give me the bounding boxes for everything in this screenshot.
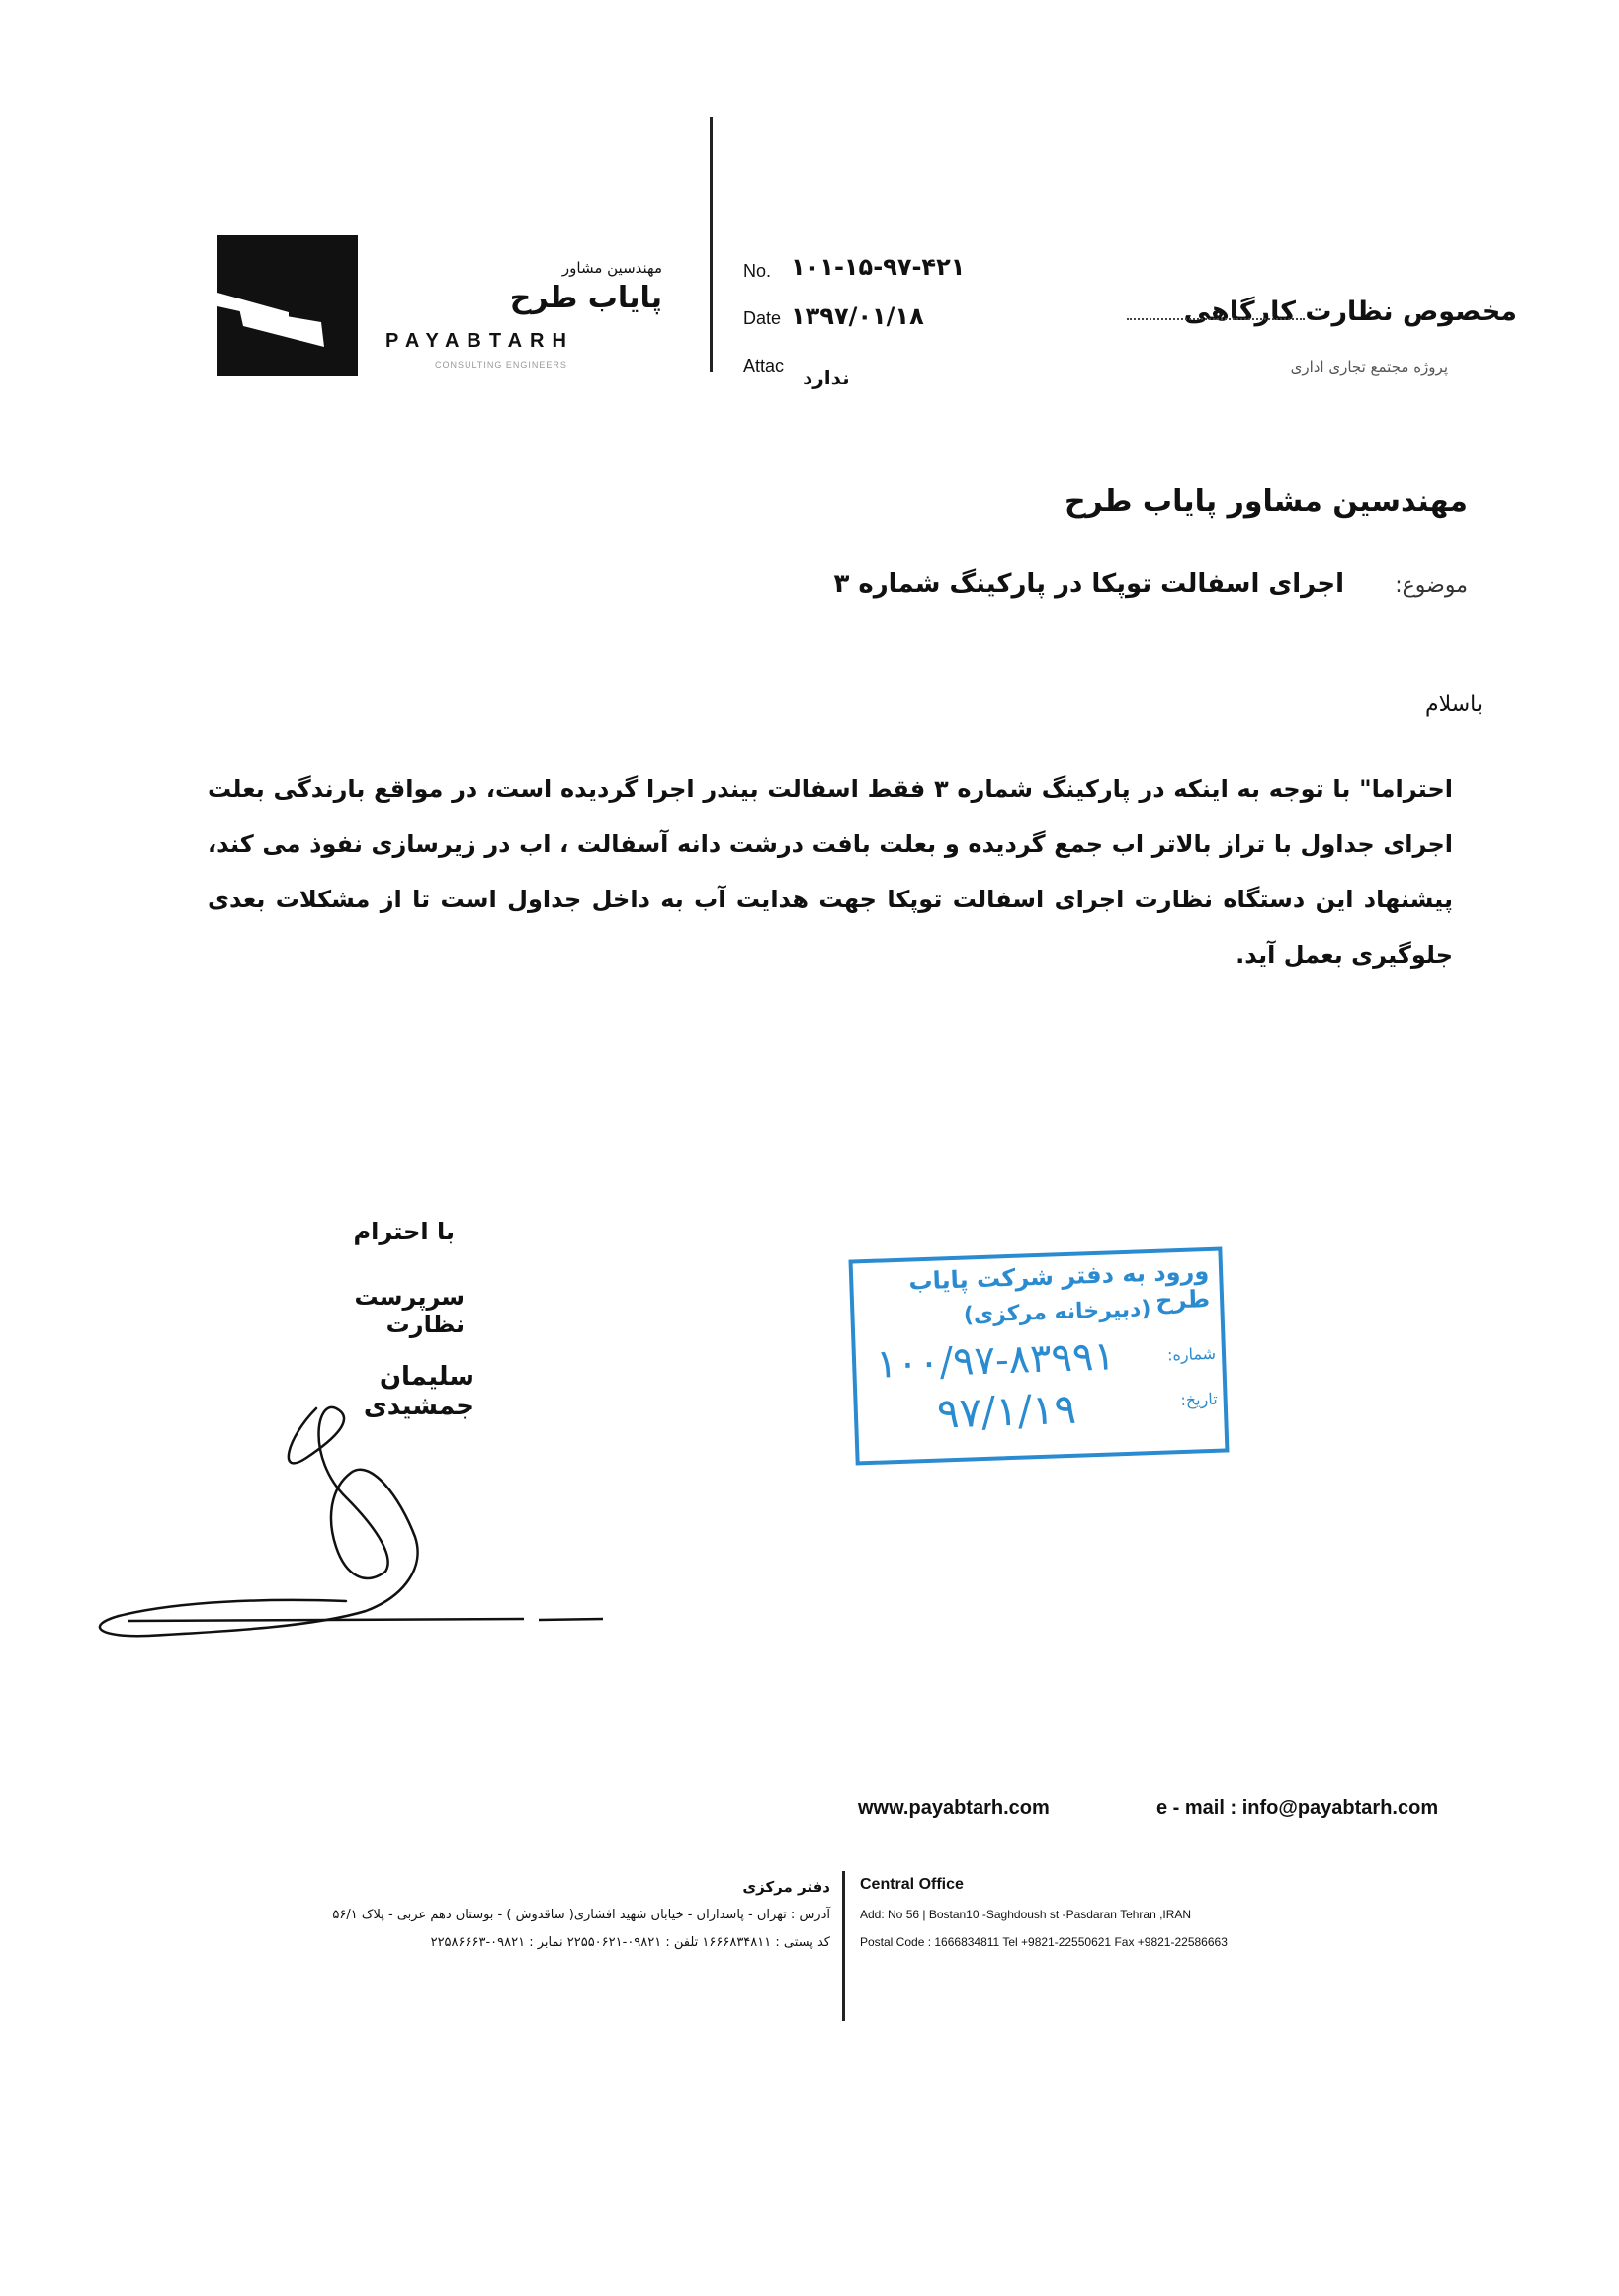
attachment-label: Attac: [743, 356, 785, 376]
office-fa-title: دفتر مرکزی: [742, 1878, 830, 1896]
receipt-stamp: [848, 1246, 1229, 1465]
letterhead-name-fa: پایاب طرح: [509, 281, 662, 315]
stamp-title: ورود به دفتر شرکت پایاب طرح: [908, 1256, 1211, 1315]
recipient: مهندسین مشاور پایاب طرح: [1064, 484, 1468, 519]
confidential-title: مخصوص نظارت کارگاهی: [1183, 297, 1517, 327]
project-line: پروژه مجتمع تجاری اداری: [1290, 358, 1448, 376]
office-en-title: Central Office: [860, 1876, 964, 1893]
stamp-date-value: ۹۷/۱/۱۹: [936, 1384, 1077, 1438]
stamp-number-label: شماره:: [1166, 1343, 1217, 1365]
subject-text: اجرای اسفالت توپکا در پارکینگ شماره ۳: [833, 569, 1344, 599]
header-divider: [710, 117, 713, 372]
letterhead-name-en: PAYABTARH: [385, 330, 574, 352]
date-label: Date: [743, 308, 782, 328]
subject-label: موضوع:: [1395, 573, 1468, 598]
date-value: ۱۳۹۷/۰۱/۱۸: [791, 302, 924, 330]
footer-email[interactable]: e - mail : info@payabtarh.com: [1156, 1797, 1439, 1819]
signer-name: سلیمان جمشیدی: [363, 1362, 474, 1421]
company-logo: [217, 235, 358, 376]
office-fa-contact: کد پستی : ۱۶۶۶۸۳۴۸۱۱ تلفن : ۰۹۸۲۱-۲۲۵۵۰۶۲۱ نمابر : ۰۹۸۲۱-۲۲۵۸۶۶۶۳: [430, 1935, 830, 1950]
stamp-number-value: ۱۰۰/۹۷-۸۳۹۹۱: [875, 1333, 1116, 1388]
office-en-address: Add: No 56 | Bostan10 -Saghdoush st -Pasdaran Tehran ,IRAN: [860, 1908, 1192, 1921]
handwritten-signature: [89, 1379, 682, 1656]
number-label: No.: [743, 261, 772, 281]
stamp-date-label: تاریخ:: [1180, 1389, 1218, 1410]
letterhead-subtitle: مهندسین مشاور: [561, 259, 662, 277]
closing: با احترام: [353, 1218, 455, 1245]
letterhead-tagline: CONSULTING ENGINEERS: [435, 360, 567, 370]
body-paragraph: احتراما" با توجه به اینکه در پارکینگ شماره ۳ فقط اسفالت بیندر اجرا گردیده است، در مواقع بارندگی بعلت اجرای جداول با تراز بالاتر اب جمع گردیده و بعلت بافت درشت دانه آسفالت ، اب در زیرسازی نفوذ می کند، پیشنهاد این دستگاه نظارت اجرای اسفالت توپکا جهت هدایت آب به داخل جداول است تا از مشکلات بعدی جلوگیری بعمل آید.: [208, 775, 1453, 969]
number-value: ۱۰۱-۱۵-۹۷-۴۲۱: [791, 253, 966, 281]
footer-website[interactable]: www.payabtarh.com: [858, 1797, 1050, 1819]
signer-position: سرپرست نظارت: [354, 1283, 465, 1338]
attachment-value: ندارد: [803, 366, 850, 389]
stamp-subtitle: (دبیرخانه مرکزی): [963, 1297, 1151, 1328]
dotted-line: [1127, 318, 1305, 322]
greeting: باسلام: [1424, 692, 1483, 717]
office-fa-address: آدرس : تهران - پاسداران - خیابان شهید افشاری( ساقدوش ) - بوستان دهم عربی - پلاک ۵۶/۱: [332, 1908, 830, 1922]
footer-divider: [842, 1871, 845, 2021]
office-en-contact: Postal Code : 1666834811 Tel +9821-22550621 Fax +9821-22586663: [860, 1935, 1228, 1949]
